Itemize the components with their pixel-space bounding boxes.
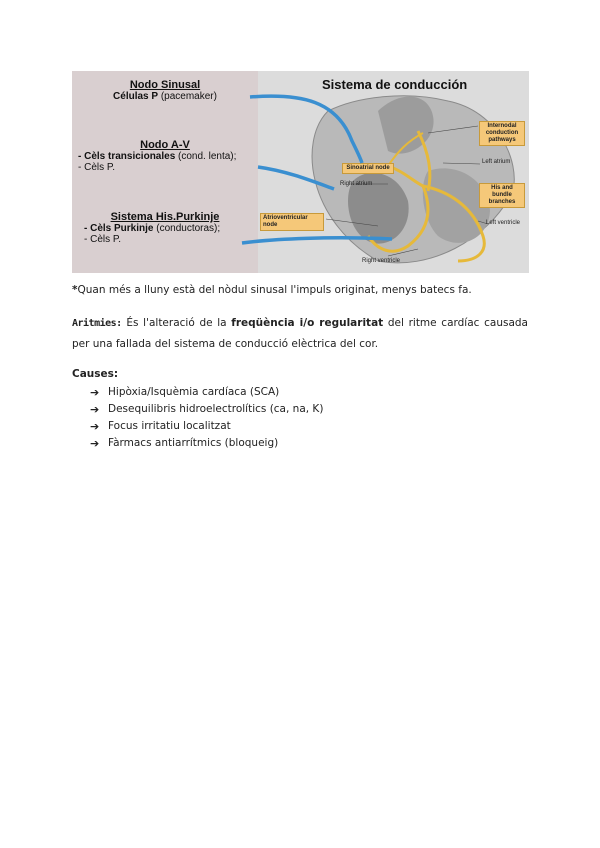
sinus-node-cells: Células P (pacemaker) [113,91,217,102]
arrow-right-icon: ➔ [90,403,100,416]
connector-lines [72,71,529,273]
arrhythmia-definition: Aritmies: És l'alteració de la freqüència i/o regularitat del ritme cardíac causada per una fallada del sistema de conducció elèctrica del cor. [72,317,528,350]
distance-note: *Quan més a lluny està del nòdul sinusal l'impuls originat, menys batecs fa. [72,284,472,296]
arrow-right-icon: ➔ [90,386,100,399]
his-purkinje-cells-2: - Cèls P. [84,234,122,245]
av-node-box: Atrioventricular node [260,213,324,231]
internodal-pathways-box: Internodal conduction pathways [479,121,525,146]
his-bundle-box: His and bundle branches [479,183,525,208]
av-node-cells-2: - Cèls P. [78,162,116,173]
list-item: ➔ Focus irritatiu localitzat [90,420,231,433]
his-purkinje-cells-1: - Cèls Purkinje (conductoras); [84,223,221,234]
his-purkinje-title: Sistema His.Purkinje [110,211,220,223]
arrow-right-icon: ➔ [90,420,100,433]
sinus-node-title: Nodo Sinusal [129,79,201,91]
right-ventricle-label: Right ventricle [362,258,401,264]
conduction-system-figure [72,71,529,273]
right-atrium-label: Right atrium [340,181,373,187]
list-item: ➔ Fàrmacs antiarrítmics (bloqueig) [90,437,279,450]
av-node-cells-1: - Cèls transicionales (cond. lenta); [78,151,237,162]
causes-list [90,384,323,452]
list-item: ➔ Hipòxia/Isquèmia cardíaca (SCA) [90,386,280,399]
sinoatrial-node-box: Sinoatrial node [342,163,394,174]
left-atrium-label: Left atrium [482,159,511,165]
causes-heading: Causes: [72,368,119,380]
left-ventricle-label: Left ventricle [486,220,521,226]
av-node-title: Nodo A-V [140,139,190,151]
arrow-right-icon: ➔ [90,437,100,450]
heart-figure-title: Sistema de conducción [322,77,468,92]
arrhythmia-term: Aritmies: [72,318,122,329]
list-item: ➔ Desequilibris hidroelectrolítics (ca, na, K) [90,403,324,416]
